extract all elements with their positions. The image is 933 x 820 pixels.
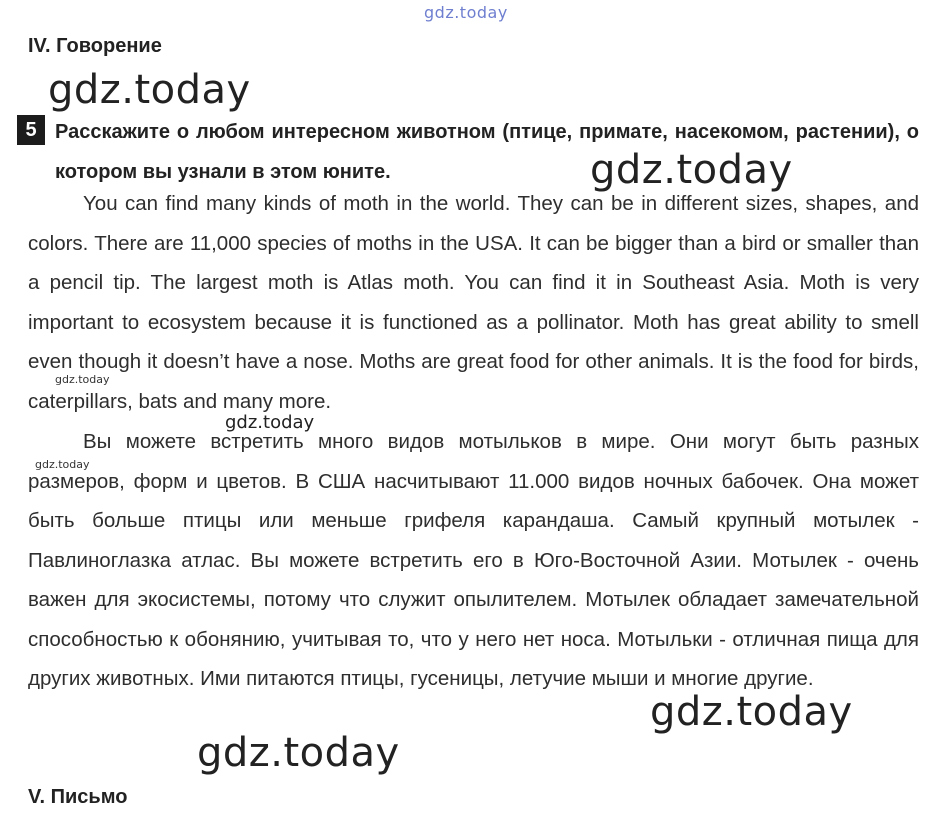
watermark-large: gdz.today	[650, 689, 853, 735]
watermark-small: gdz.today	[35, 458, 90, 471]
watermark-large: gdz.today	[197, 730, 400, 776]
watermark-large: gdz.today	[590, 147, 793, 193]
watermark-small: gdz.today	[55, 373, 110, 386]
section-heading-speaking: IV. Говорение	[28, 35, 162, 57]
paragraph-russian: Вы можете встретить много видов мотыльков в мире. Они могут быть разных размеров, форм и цветов. В США насчитывают 11.000 видов ночных бабочек. Она может быть больше птицы или меньше грифеля карандаша. Самый крупный мотылек - Павлиноглазка атлас. Вы можете встретить его в Юго-Восточной Азии. Мотылек - очень важен для экосистемы, потому что служит опылителем. Мотылек обладает замечательной способностью к обонянию, учитывая то, что у него нет носа. Мотыльки - отличная пища для других животных. Ими питаются птицы, гусеницы, летучие мыши и многие другие.	[28, 430, 919, 690]
watermark-medium: gdz.today	[225, 412, 315, 433]
task-number-badge: 5	[17, 115, 45, 145]
paragraph-english: You can find many kinds of moth in the world. They can be in different sizes, shapes, and colors. There are 11,000 species of moths in the USA. It can be bigger than a bird or smaller than a pencil tip. The largest moth is Atlas moth. You can find it in Southeast Asia. Moth is very important to ecosystem because it is functioned as a pollinator. Moth has great ability to smell even though it doesn’t have a nose. Moths are great food for other animals. It is the food for birds, caterpillars, bats and many more.	[28, 192, 919, 413]
watermark-top: gdz.today	[424, 3, 508, 22]
task-instruction: Расскажите о любом интересном животном (птице, примате, насекомом, растении), о котором вы узнали в этом юните.	[55, 121, 919, 183]
watermark-large: gdz.today	[48, 67, 251, 113]
section-heading-writing: V. Письмо	[28, 786, 128, 808]
